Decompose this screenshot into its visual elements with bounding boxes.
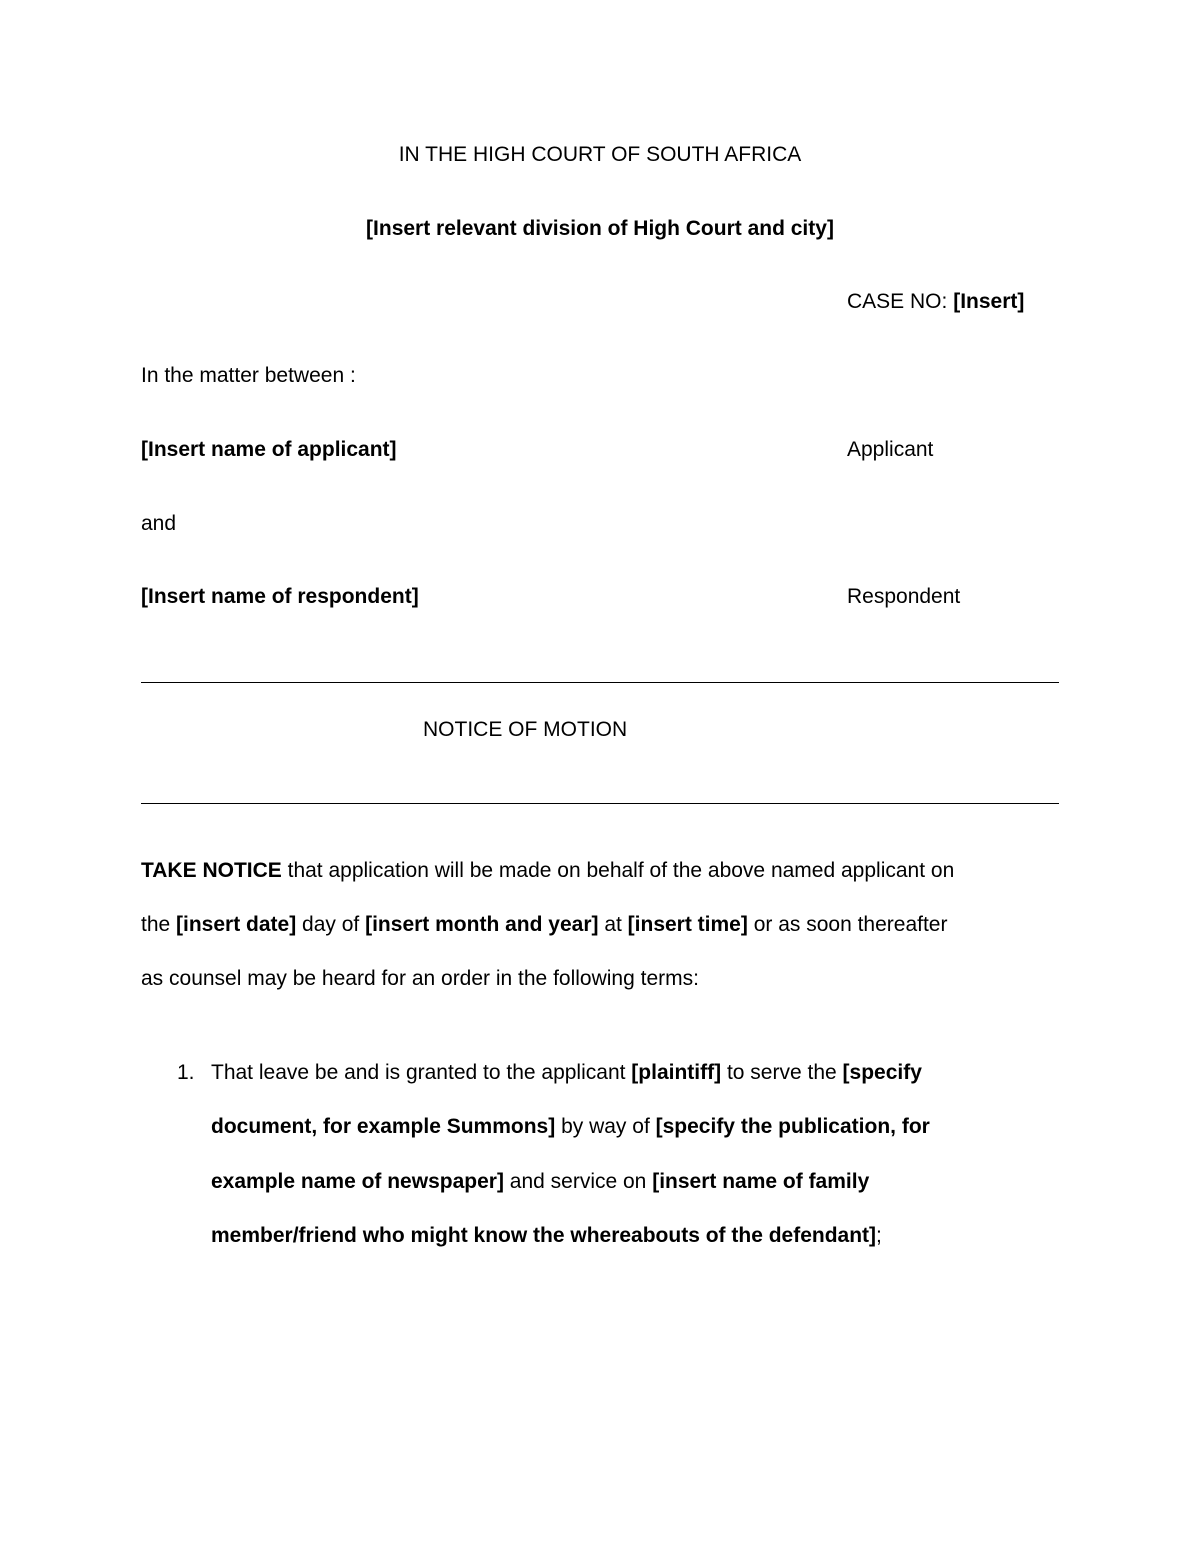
list-item-line-2: [211, 1115, 930, 1139]
item-1-line-4-a: member/friend who might know the whereabouts of the defendant]: [211, 1224, 877, 1247]
notice-line-3: as counsel may be heard for an order in the following terms:: [141, 967, 699, 990]
applicant-name-text: [Insert name of applicant]: [141, 438, 397, 461]
parties-intro: In the matter between :: [141, 364, 356, 387]
applicant-name: [141, 438, 397, 462]
item-1-line-3-c: [insert name of family: [652, 1170, 870, 1193]
insert-time-placeholder: [insert time]: [627, 913, 748, 936]
notice-line-2-c: day of: [296, 913, 366, 936]
insert-month-year-placeholder: [insert month and year]: [365, 913, 599, 936]
applicant-role: Applicant: [847, 438, 934, 461]
notice-heading: NOTICE OF MOTION: [423, 718, 628, 741]
case-number-label: CASE NO:: [847, 290, 948, 313]
parties-conjunction: and: [141, 512, 177, 535]
divider-bottom: [141, 803, 1059, 804]
respondent-role: Respondent: [847, 585, 961, 608]
case-number: [847, 290, 1024, 314]
item-1-line-4-b: ;: [876, 1224, 882, 1247]
item-1-line-2-b: by way of: [555, 1115, 656, 1138]
list-item-line-3: [211, 1170, 869, 1194]
notice-line-2-g: or as soon thereafter: [747, 913, 948, 936]
notice-line-2-a: the: [141, 913, 177, 936]
item-1-line-2-c: [specify the publication, for: [655, 1115, 930, 1138]
list-item-number: 1.: [177, 1061, 195, 1084]
respondent-name: [141, 585, 419, 609]
list-item-line-1: [211, 1061, 922, 1085]
court-title: IN THE HIGH COURT OF SOUTH AFRICA: [398, 143, 802, 166]
notice-line-2: [141, 913, 947, 937]
notice-line-1: [141, 859, 954, 883]
notice-line-1-text: that application will be made on behalf of the above named applicant on: [281, 859, 955, 882]
item-1-line-3-a: example name of newspaper]: [211, 1170, 504, 1193]
notice-line-2-e: at: [598, 913, 628, 936]
case-number-value: [Insert]: [953, 290, 1025, 313]
item-1-line-1-b: [plaintiff]: [631, 1061, 722, 1084]
respondent-name-text: [Insert name of respondent]: [141, 585, 419, 608]
take-notice-label: TAKE NOTICE: [141, 859, 282, 882]
item-1-line-2-a: document, for example Summons]: [211, 1115, 556, 1138]
insert-date-placeholder: [insert date]: [176, 913, 297, 936]
court-division-text: [Insert relevant division of High Court and city]: [366, 217, 834, 240]
item-1-line-1-d: [specify: [842, 1061, 922, 1084]
item-1-line-3-b: and service on: [503, 1170, 653, 1193]
item-1-line-1-a: That leave be and is granted to the applicant: [211, 1061, 632, 1084]
court-division: [0, 217, 1200, 241]
item-1-line-1-c: to serve the: [721, 1061, 843, 1084]
divider-top: [141, 682, 1059, 683]
list-item-line-4: [211, 1224, 882, 1248]
